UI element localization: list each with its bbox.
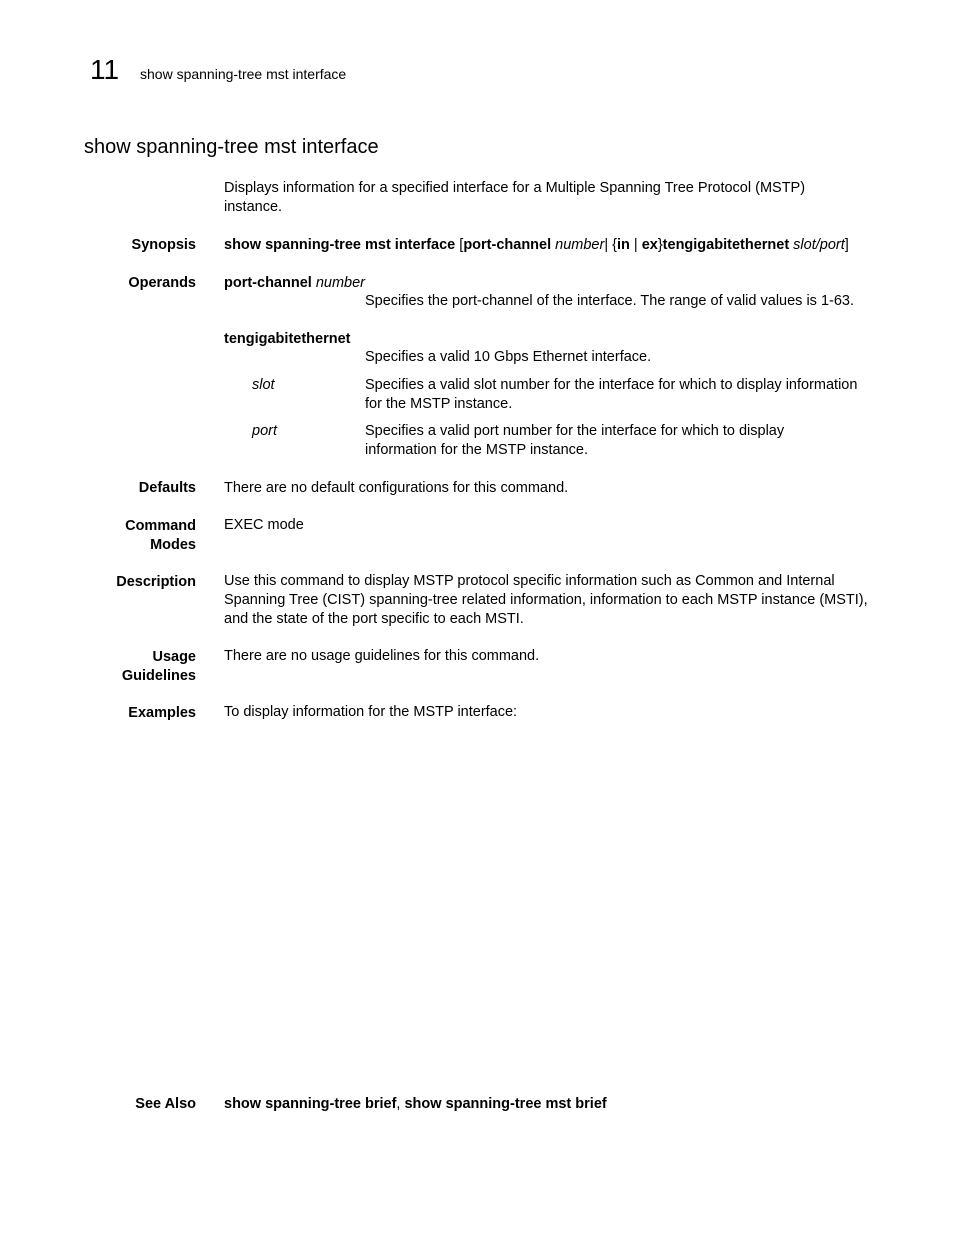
synopsis-tengig: tengigabitethernet: [662, 237, 790, 253]
synopsis-separator: |: [629, 237, 642, 253]
synopsis-port-channel: port-channel: [463, 237, 552, 253]
examples-text: To display information for the MSTP interface:: [224, 704, 518, 720]
chapter-number: 11: [90, 54, 120, 85]
see-also-links: [224, 1095, 607, 1114]
operand-tengig-desc: Specifies a valid 10 Gbps Ethernet interface.: [365, 349, 652, 365]
description-label: Description: [116, 574, 196, 590]
synopsis-ex: ex: [641, 237, 658, 253]
usage-guidelines-label: [122, 648, 196, 686]
synopsis-pipe-brace: | {: [604, 237, 617, 253]
synopsis-open-bracket: [: [455, 237, 464, 253]
synopsis-in: in: [616, 237, 630, 253]
defaults-text: There are no default configurations for this command.: [224, 480, 569, 496]
running-head: show spanning-tree mst interface: [140, 66, 347, 82]
command-modes-text: EXEC mode: [224, 517, 304, 533]
operand-slot-desc: Specifies a valid slot number for the interface for which to display information for the MSTP instance.: [365, 377, 858, 412]
synopsis-label: Synopsis: [131, 237, 196, 253]
description-text: Use this command to display MSTP protocol specific information such as Common and Internal Spanning Tree (CIST) spanning-tree related information, information to each MSTP instance (MSTI), and the state of the port specific to each MSTI.: [224, 573, 868, 627]
page-title: show spanning-tree mst interface: [84, 136, 379, 158]
command-modes-label-line1: Command: [125, 518, 196, 534]
command-modes-label-line2: Modes: [150, 537, 196, 553]
operand-port-name: port: [252, 423, 277, 439]
usage-label-line2: Guidelines: [121, 668, 196, 684]
operand-port-desc: Specifies a valid port number for the interface for which to display information for the MSTP instance.: [365, 423, 785, 458]
operand-slot-name: slot: [252, 377, 275, 393]
synopsis-slot-port-arg: slot/port: [789, 237, 845, 253]
operands-label: Operands: [128, 275, 196, 291]
examples-label: Examples: [128, 705, 196, 721]
operand-port-channel: [224, 274, 365, 293]
operand-port-channel-keyword: port-channel: [224, 275, 312, 291]
synopsis-number-arg: number: [551, 237, 605, 253]
operand-port-channel-desc: Specifies the port-channel of the interface. The range of valid values is 1-63.: [365, 293, 854, 309]
intro-text: Displays information for a specified interface for a Multiple Spanning Tree Protocol (MSTP) instance.: [224, 180, 806, 215]
command-modes-label: [125, 517, 196, 555]
see-also-label: See Also: [135, 1096, 196, 1112]
defaults-label: Defaults: [138, 480, 196, 496]
see-also-separator: ,: [396, 1096, 405, 1112]
usage-label-line1: Usage: [152, 649, 196, 665]
synopsis-text: [224, 236, 849, 255]
synopsis-close-bracket: ]: [844, 237, 849, 253]
operand-tengig-keyword-text: tengigabitethernet: [224, 331, 351, 347]
synopsis-command: show spanning-tree mst interface: [224, 237, 456, 253]
synopsis-close-brace: }: [657, 237, 663, 253]
usage-guidelines-text: There are no usage guidelines for this command.: [224, 648, 540, 664]
operand-port-channel-arg: number: [311, 275, 366, 291]
see-also-link-brief[interactable]: show spanning-tree brief: [224, 1096, 397, 1112]
see-also-link-mst-brief[interactable]: show spanning-tree mst brief: [404, 1096, 607, 1112]
operand-tengig-keyword: [224, 330, 350, 349]
